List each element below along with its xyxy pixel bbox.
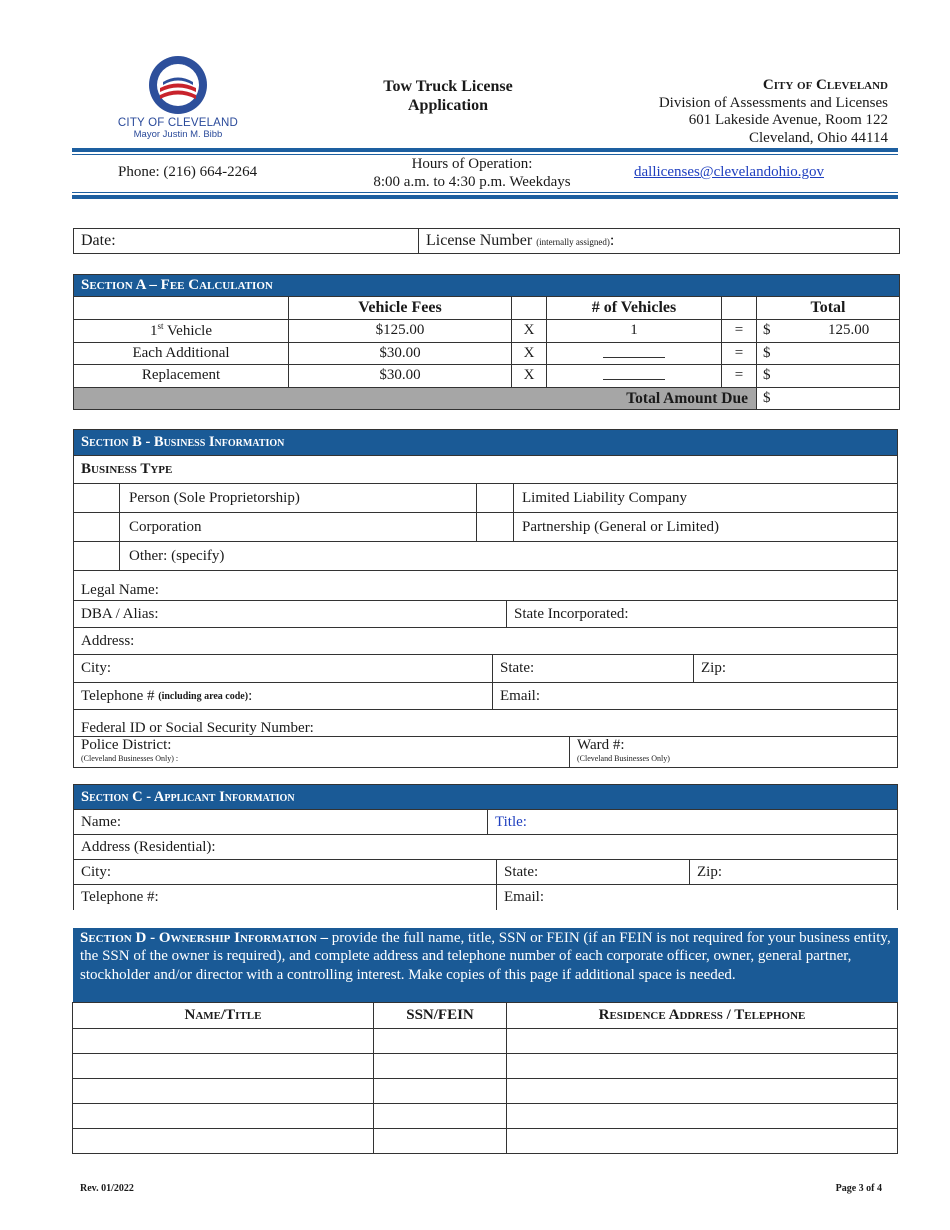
row-total[interactable] — [757, 320, 900, 343]
residential-address-label: Address (Residential): — [81, 838, 216, 855]
address-label: Address: — [81, 632, 135, 649]
col-blank — [74, 297, 289, 320]
date-field[interactable] — [74, 229, 419, 254]
row-label: Replacement — [74, 365, 289, 388]
row-label-sup: st — [157, 321, 164, 332]
table-row — [73, 1104, 898, 1129]
police-ward-row — [74, 737, 897, 767]
title-line-1: Tow Truck License — [383, 78, 513, 95]
fee-amount: $30.00 — [289, 365, 512, 388]
table-cell[interactable] — [507, 1079, 898, 1104]
table-cell[interactable] — [374, 1104, 507, 1129]
option-llc-label: Limited Liability Company — [522, 489, 687, 506]
email-link[interactable]: dallicenses@clevelandohio.gov — [634, 164, 825, 180]
legal-name-field[interactable] — [74, 571, 897, 601]
fee-amount: $30.00 — [289, 342, 512, 365]
date-label: Date: — [81, 232, 116, 249]
city-name: CITY OF CLEVELAND — [117, 117, 239, 129]
business-type-options-3 — [74, 542, 897, 571]
city-label[interactable]: City: — [81, 660, 112, 676]
col-vehicle-fees: Vehicle Fees — [289, 297, 512, 320]
police-district-field[interactable] — [74, 737, 178, 767]
col-residence: Residence Address / Telephone — [507, 1003, 898, 1029]
checkbox-llc[interactable] — [476, 484, 514, 512]
table-cell[interactable] — [507, 1054, 898, 1079]
hours-value: 8:00 a.m. to 4:30 p.m. Weekdays — [373, 174, 571, 190]
ward-label: Ward #: — [577, 737, 625, 753]
table-cell[interactable] — [507, 1104, 898, 1129]
total-amount: 125.00 — [828, 322, 870, 339]
email-label[interactable]: Email: — [500, 687, 540, 704]
fee-amount: $125.00 — [289, 320, 512, 343]
license-label: License Number — [426, 232, 533, 249]
col-total: Total — [757, 297, 900, 320]
zip-label[interactable]: Zip: — [701, 660, 726, 676]
hours-label: Hours of Operation: — [411, 156, 533, 172]
applicant-email-label[interactable]: Email: — [504, 889, 544, 905]
option-sole-label: Person (Sole Proprietorship) — [129, 489, 300, 506]
vehicle-count-input[interactable] — [547, 342, 722, 365]
blank-line — [603, 366, 665, 380]
page-number: Page 3 of 4 — [835, 1183, 882, 1194]
row-total[interactable] — [757, 365, 900, 388]
applicant-title-label[interactable]: Title: — [495, 813, 527, 830]
residential-address-field[interactable] — [74, 835, 897, 860]
table-cell[interactable] — [374, 1054, 507, 1079]
state-label[interactable]: State: — [500, 660, 535, 676]
row-label: Each Additional — [74, 342, 289, 365]
applicant-state-label[interactable]: State: — [504, 863, 539, 880]
telephone-colon: : — [248, 687, 253, 704]
federal-id-field[interactable] — [74, 710, 897, 737]
telephone-field[interactable] — [74, 683, 252, 709]
city-seal-icon — [148, 55, 208, 115]
date-license-table — [73, 228, 900, 254]
address-field[interactable] — [74, 628, 897, 655]
city-logo — [108, 55, 248, 140]
agency-division: Division of Assessments and Licenses — [658, 94, 888, 111]
table-cell[interactable] — [507, 1029, 898, 1054]
table-row — [73, 1129, 898, 1154]
option-corp-label: Corporation — [129, 518, 202, 535]
license-colon: : — [609, 232, 615, 249]
ward-field[interactable] — [570, 737, 670, 767]
row-total[interactable] — [757, 342, 900, 365]
mayor-name: Mayor Justin M. Bibb — [133, 129, 223, 140]
contact-row — [72, 152, 898, 197]
equals-sign: = — [722, 342, 757, 365]
state-incorporated-label[interactable]: State Incorporated: — [514, 605, 629, 622]
dollar-sign: $ — [763, 322, 771, 339]
multiply-sign: X — [512, 342, 547, 365]
business-type-options-2 — [74, 513, 897, 542]
table-cell[interactable] — [73, 1079, 374, 1104]
section-c — [73, 784, 898, 910]
dollar-sign: $ — [763, 344, 771, 361]
checkbox-partnership[interactable] — [476, 513, 514, 541]
vehicle-count-input[interactable] — [547, 365, 722, 388]
applicant-name-row — [74, 810, 897, 835]
col-vehicle-count: # of Vehicles — [547, 297, 722, 320]
row-label-num: 1 — [150, 323, 158, 340]
title-line-2: Application — [407, 97, 488, 114]
dollar-sign: $ — [763, 390, 771, 407]
dollar-sign: $ — [763, 367, 771, 384]
applicant-city-label[interactable]: City: — [81, 863, 112, 880]
license-number-field[interactable] — [419, 229, 900, 254]
document-title — [340, 77, 556, 115]
telephone-row — [74, 683, 897, 710]
total-due-row — [74, 387, 900, 410]
revision-label: Rev. 01/2022 — [80, 1183, 134, 1194]
applicant-zip-label[interactable]: Zip: — [697, 863, 722, 880]
checkbox-corporation[interactable] — [74, 513, 120, 541]
col-ssn-fein: SSN/FEIN — [374, 1003, 507, 1029]
fee-row-additional — [74, 342, 900, 365]
phone-number: Phone: (216) 664-2264 — [118, 164, 258, 180]
applicant-city-row — [74, 860, 897, 885]
agency-city-state: Cleveland, Ohio 44114 — [748, 129, 888, 146]
table-cell[interactable] — [73, 1129, 374, 1154]
header-rule-bottom — [72, 195, 898, 199]
table-row — [73, 1054, 898, 1079]
section-b — [73, 429, 898, 768]
applicant-name-label[interactable]: Name: — [81, 813, 121, 830]
applicant-telephone-label[interactable]: Telephone #: — [81, 889, 159, 905]
section-b-header: Section B - Business Information — [74, 430, 897, 456]
fee-row-replacement — [74, 365, 900, 388]
svg-text:★ ★ ★: ★ ★ ★ — [169, 64, 187, 70]
table-row — [73, 1079, 898, 1104]
table-cell[interactable] — [374, 1079, 507, 1104]
agency-city: City of Cleveland — [762, 77, 888, 93]
business-type-label: Business Type — [81, 461, 173, 477]
col-x — [512, 297, 547, 320]
police-district-label: Police District: — [81, 737, 172, 753]
section-d-title: Section D - Ownership Information – — [80, 930, 329, 946]
table-cell[interactable] — [374, 1029, 507, 1054]
police-district-note: (Cleveland Businesses Only) : — [81, 754, 179, 763]
table-cell[interactable] — [73, 1029, 374, 1054]
section-a-header: Section A – Fee Calculation — [74, 275, 900, 297]
federal-id-label: Federal ID or Social Security Number: — [81, 719, 314, 736]
section-c-header: Section C - Applicant Information — [74, 785, 897, 810]
legal-name-label: Legal Name: — [81, 582, 159, 598]
blank-line — [603, 344, 665, 358]
agency-street: 601 Lakeside Avenue, Room 122 — [688, 112, 888, 128]
multiply-sign: X — [512, 365, 547, 388]
agency-address — [659, 77, 888, 147]
vehicle-count[interactable]: 1 — [547, 320, 722, 343]
table-cell[interactable] — [73, 1104, 374, 1129]
equals-sign: = — [722, 365, 757, 388]
row-label-rest: Vehicle — [163, 323, 212, 340]
option-partnership-label: Partnership (General or Limited) — [522, 518, 720, 535]
dba-label[interactable]: DBA / Alias: — [81, 605, 159, 622]
table-cell[interactable] — [73, 1054, 374, 1079]
dba-row — [74, 601, 897, 628]
table-cell[interactable] — [507, 1129, 898, 1154]
applicant-telephone-row — [74, 885, 897, 910]
total-due-label: Total Amount Due — [74, 387, 757, 410]
row-label — [74, 320, 289, 343]
checkbox-sole-proprietorship[interactable] — [74, 484, 120, 512]
table-cell[interactable] — [374, 1129, 507, 1154]
fee-calculation-table — [73, 274, 900, 410]
business-type-row — [74, 456, 897, 484]
hours-of-operation — [342, 155, 602, 191]
option-other-label: Other: (specify) — [129, 547, 225, 564]
section-d-description: provide the full name, title, SSN or FEIN (if an FEIN is not required for your business entity, the SSN of the owner is required), and complete address and telephone number of each corporate officer, owner, general partner, stockholder and/or director with a controlling interest. Make copies of this page if additional space is needed. — [80, 930, 891, 983]
telephone-note: (including area code) — [158, 690, 249, 702]
equals-sign: = — [722, 320, 757, 343]
checkbox-other[interactable] — [74, 542, 120, 570]
col-name-title: Name/Title — [73, 1003, 374, 1029]
table-row — [73, 1029, 898, 1054]
section-d-header — [73, 928, 898, 1002]
telephone-label: Telephone # — [81, 687, 155, 704]
fee-row-first — [74, 320, 900, 343]
city-row — [74, 655, 897, 683]
business-type-options-1 — [74, 484, 897, 513]
total-due-amount[interactable] — [757, 387, 900, 410]
col-eq — [722, 297, 757, 320]
header-rule-bottom-thin — [72, 192, 898, 193]
license-note: (internally assigned) — [536, 237, 610, 247]
ownership-table — [72, 1002, 898, 1154]
ward-note: (Cleveland Businesses Only) — [577, 754, 670, 763]
multiply-sign: X — [512, 320, 547, 343]
